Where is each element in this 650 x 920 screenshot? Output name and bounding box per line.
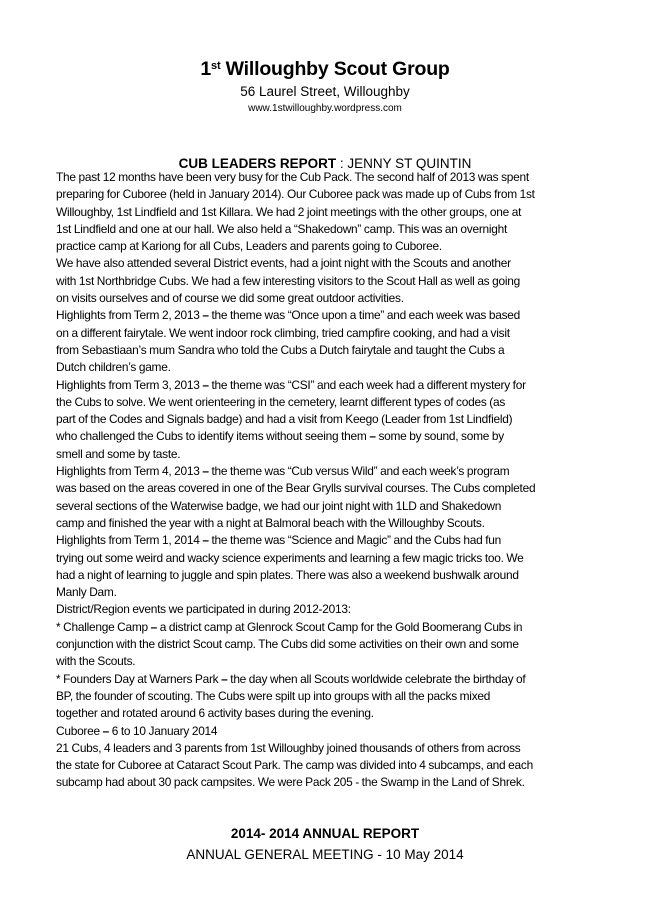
report-line: on visits ourselves and of course we did some great outdoor activities. [56, 291, 404, 306]
report-line: on a different fairytale. We went indoor rock climbing, tried campfire cooking, and had a visit [56, 325, 510, 340]
report-body [56, 169, 616, 792]
report-line [56, 377, 616, 394]
report-line: Manly Dam. [56, 585, 117, 600]
line-text: who challenged the Cubs to identify items without seeing them [56, 429, 370, 444]
report-line: with 1st Northbridge Cubs. We had a few interesting visitors to the Scout Hall as well as going [56, 273, 520, 288]
line-text: Highlights from Term 1, 2014 [56, 533, 203, 548]
group-title [0, 57, 650, 81]
line-text: the theme was “Cub versus Wild” and each week’s program [208, 464, 510, 479]
line-text: some by sound, some by [375, 429, 504, 444]
title-number: 1 [200, 58, 212, 80]
report-line: subcamp had about 30 pack campsites. We were Pack 205 - the Swamp in the Land of Shrek. [56, 775, 525, 790]
line-dash: – [202, 533, 209, 548]
report-line: smell and some by taste. [56, 446, 181, 461]
line-dash: – [369, 429, 376, 444]
report-line: several sections of the Waterwise badge, we had our joint night with 1LD and Shakedown [56, 498, 502, 513]
report-line: District/Region events we participated in during 2012-2013: [56, 602, 351, 617]
group-website: www.1stwilloughby.wordpress.com [248, 103, 402, 114]
line-dash: – [102, 723, 109, 738]
line-text: the theme was “Once upon a time” and each week was based [208, 308, 521, 323]
report-line: trying out some weird and wacky science experiments and learning a few magic tricks too. We [56, 550, 524, 565]
report-line: practice camp at Kariong for all Cubs, Leaders and parents going to Cuboree. [56, 239, 442, 254]
report-line: had a night of learning to juggle and spin plates. There was also a weekend bushwalk around [56, 567, 519, 582]
report-line: together and rotated around 6 activity bases during the evening. [56, 706, 374, 721]
report-line: the Cubs to solve. We went orienteering in the cemetery, learnt different types of codes (as [56, 394, 506, 409]
title-name: Willoughby Scout Group [220, 58, 450, 80]
line-text: Cuboree [56, 723, 103, 738]
report-line: conjunction with the district Scout camp. The Cubs did some activities on their own and some [56, 637, 519, 652]
line-text: the theme was “CSI” and each week had a different mystery for [208, 377, 526, 392]
line-text: a district camp at Glenrock Scout Camp for the Gold Boomerang Cubs in [157, 619, 523, 634]
report-line: 1st Lindfield and one at our hall. We also held a “Shakedown” camp. This was an overnight [56, 221, 508, 236]
report-line [56, 723, 616, 740]
line-text: Highlights from Term 4, 2013 [56, 464, 203, 479]
line-text: the theme was “Science and Magic” and the Cubs had fun [208, 533, 502, 548]
report-heading-title: CUB LEADERS REPORT [178, 156, 337, 171]
line-dash: – [202, 464, 209, 479]
report-line [56, 619, 616, 636]
group-address: 56 Laurel Street, Willoughby [240, 84, 410, 99]
report-line [56, 428, 616, 445]
line-text: 6 to 10 January 2014 [109, 723, 218, 738]
report-line: Dutch children’s game. [56, 360, 171, 375]
report-line [56, 463, 616, 480]
report-heading-author: : JENNY ST QUINTIN [336, 156, 472, 171]
report-line [56, 307, 616, 324]
report-line: We have also attended several District events, had a joint night with the Scouts and another [56, 256, 511, 271]
footer-title: 2014- 2014 ANNUAL REPORT [230, 826, 420, 841]
report-line: camp and finished the year with a night at Balmoral beach with the Willoughby Scouts. [56, 515, 485, 530]
report-line: preparing for Cuboree (held in January 2014). Our Cuboree pack was made up of Cubs from 1st [56, 187, 535, 202]
footer-subtitle: ANNUAL GENERAL MEETING - 10 May 2014 [186, 847, 464, 862]
line-text: the day when all Scouts worldwide celebrate the birthday of [227, 671, 526, 686]
report-line: the state for Cuboree at Cataract Scout Park. The camp was divided into 4 subcamps, and each [56, 758, 533, 773]
line-text: * Challenge Camp [56, 619, 151, 634]
title-ordinal: st [211, 60, 221, 72]
report-line: 21 Cubs, 4 leaders and 3 parents from 1st Willoughby joined thousands of others from across [56, 740, 521, 755]
report-line: BP, the founder of scouting. The Cubs were spilt up into groups with all the packs mixed [56, 688, 491, 703]
report-line [56, 532, 616, 549]
line-text: Highlights from Term 3, 2013 [56, 377, 203, 392]
report-line: The past 12 months have been very busy for the Cub Pack. The second half of 2013 was spent [56, 170, 529, 184]
line-dash: – [202, 308, 209, 323]
line-text: * Founders Day at Warners Park [56, 671, 222, 686]
report-line: was based on the areas covered in one of the Bear Grylls survival courses. The Cubs completed [56, 481, 536, 496]
report-line: from Sebastiaan’s mum Sandra who told the Cubs a Dutch fairytale and taught the Cubs a [56, 342, 505, 357]
line-dash: – [150, 619, 158, 634]
line-dash: – [221, 671, 228, 686]
line-dash: – [202, 377, 209, 392]
report-line: with the Scouts. [56, 654, 136, 669]
report-line [56, 671, 616, 688]
report-line: Willoughby, 1st Lindfield and 1st Killara. We had 2 joint meetings with the other groups, one at [56, 204, 522, 219]
report-line: part of the Codes and Signals badge) and had a visit from Keego (Leader from 1st Lindfield) [56, 412, 513, 427]
line-text: Highlights from Term 2, 2013 [56, 308, 203, 323]
